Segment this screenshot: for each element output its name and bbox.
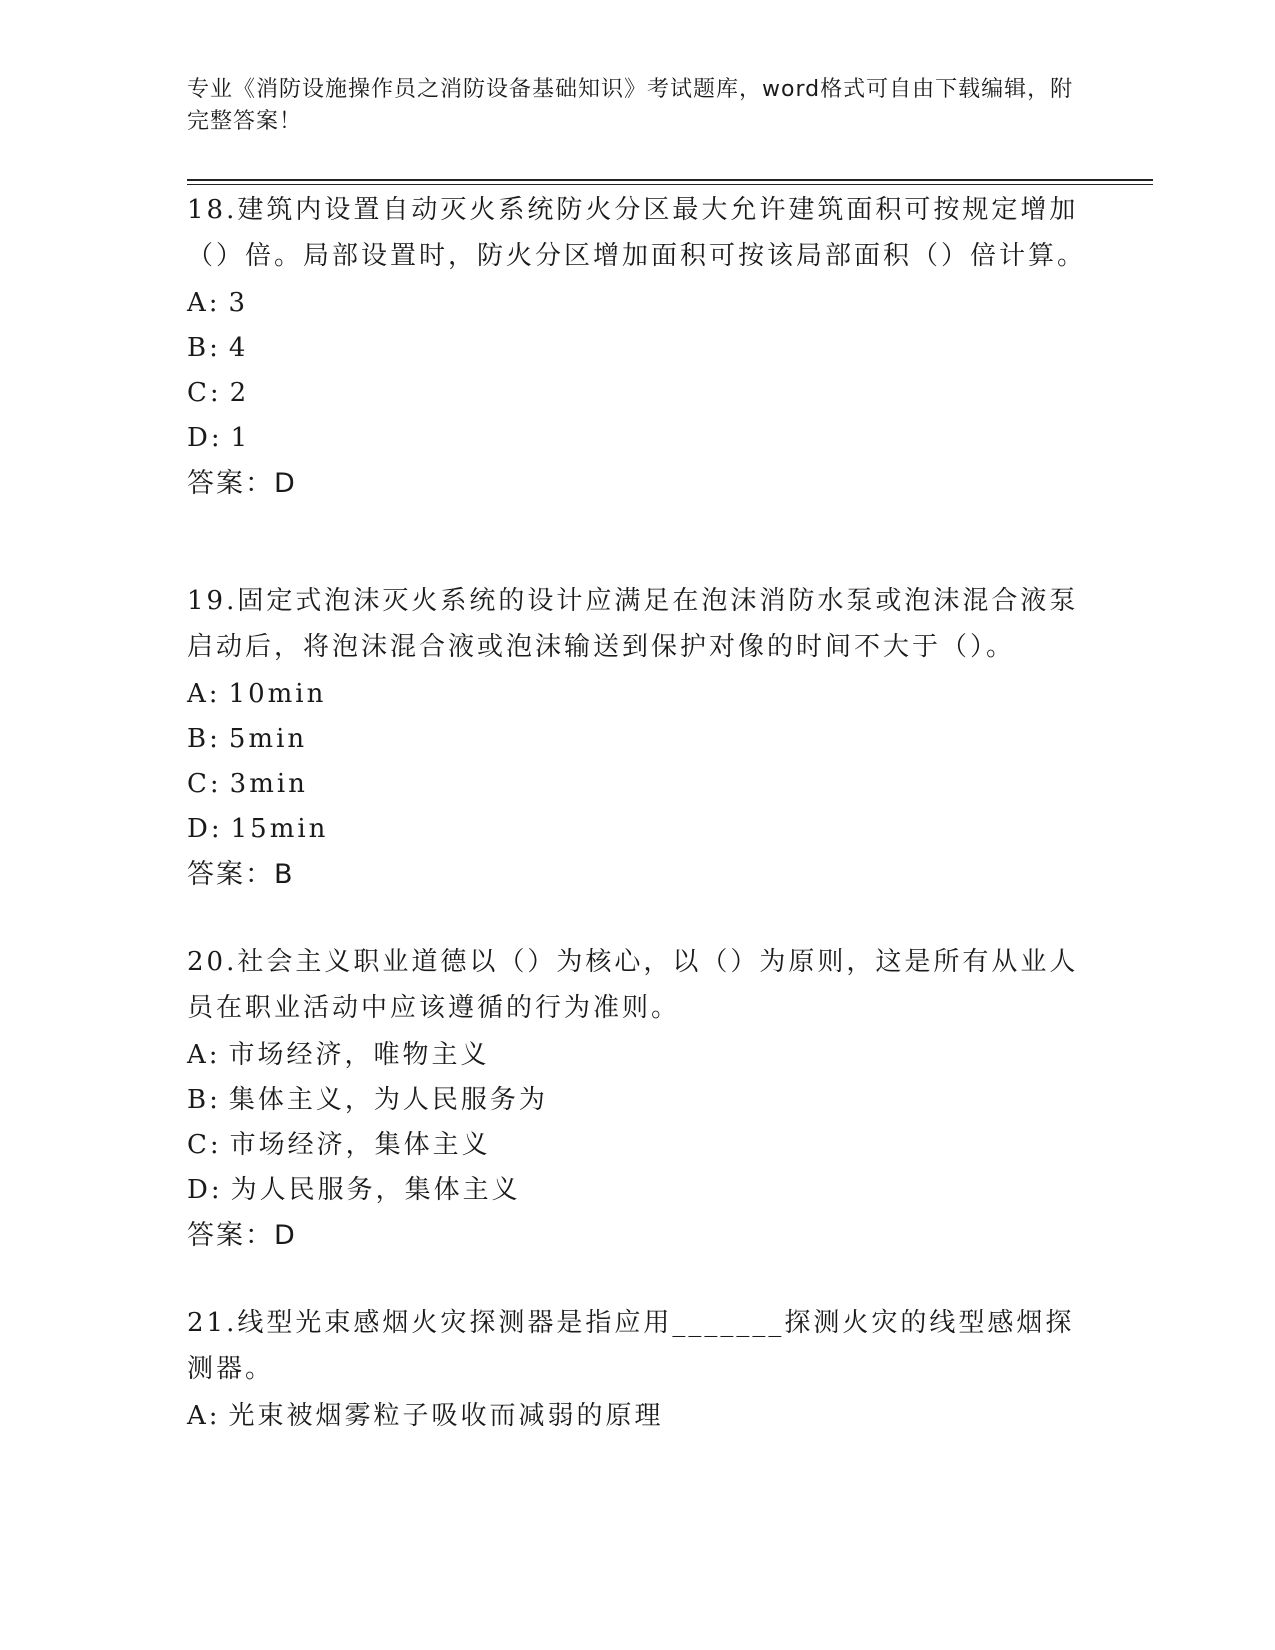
option-d: D: 15min [187,814,329,844]
option-d: D: 1 [187,423,251,453]
option-a: A: 3 [187,288,249,318]
question-stem: 19.固定式泡沫灭火系统的设计应满足在泡沫消防水泵或泡沫混合液泵启动后，将泡沫混合液或泡沫输送到保护对像的时间不大于（）。 [187,586,1079,662]
header-divider-thin [187,184,1153,185]
option-c: C: 2 [187,378,250,408]
document-header: 专业《消防设施操作员之消防设备基础知识》考试题库，word格式可自由下载编辑，附完整答案！ [187,77,1074,134]
header-divider [187,179,1153,181]
question-18 [187,187,1087,507]
option-b: B: 5min [187,724,308,754]
option-c: C: 市场经济，集体主义 [187,1130,491,1160]
option-b: B: 4 [187,333,249,363]
option-a: A: 光束被烟雾粒子吸收而减弱的原理 [187,1401,664,1431]
answer: 答案：D [187,1220,297,1251]
option-c: C: 3min [187,769,308,799]
question-21 [187,1300,1087,1439]
answer: 答案：B [187,859,295,890]
question-19 [187,578,1087,898]
answer: 答案：D [187,468,297,499]
option-a: A: 10min [187,679,327,709]
question-20 [187,939,1087,1259]
option-b: B: 集体主义，为人民服务为 [187,1085,548,1115]
question-stem: 20.社会主义职业道德以（）为核心，以（）为原则，这是所有从业人员在职业活动中应该遵循的行为准则。 [187,947,1079,1023]
option-d: D: 为人民服务，集体主义 [187,1175,521,1205]
question-stem: 18.建筑内设置自动灭火系统防火分区最大允许建筑面积可按规定增加（）倍。局部设置时，防火分区增加面积可按该局部面积（）倍计算。 [187,195,1087,271]
question-stem: 21.线型光束感烟火灾探测器是指应用_______探测火灾的线型感烟探测器。 [187,1308,1075,1384]
option-a: A: 市场经济，唯物主义 [187,1040,490,1070]
